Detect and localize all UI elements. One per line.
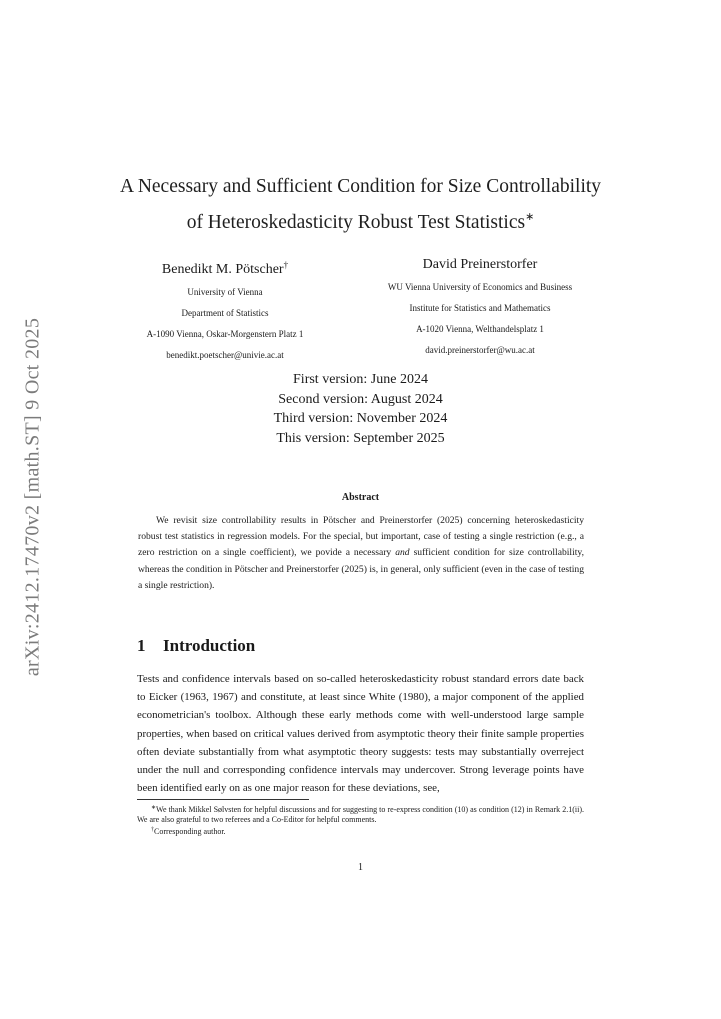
author-2-email[interactable]: david.preinerstorfer@wu.ac.at bbox=[425, 345, 535, 355]
abstract-text bbox=[138, 513, 584, 594]
title-line-2-text: of Heteroskedasticity Robust Test Statistics bbox=[186, 212, 526, 233]
section-title: Introduction bbox=[163, 636, 256, 655]
abstract-text-part-1: We revisit size controllability results in Pötscher and Preinerstorfer (2025) concerning heteroskedasticity robust test statistics in regression models. For the special, but important, case of testing a single restriction (e.g., a zero restriction on a single coefficient), we povide a necessary bbox=[138, 515, 584, 559]
version-history bbox=[0, 370, 721, 448]
footnote-1 bbox=[137, 803, 584, 825]
title-line-1: A Necessary and Sufficient Condition for Size Controllability bbox=[119, 176, 602, 197]
author-2-university: WU Vienna University of Economics and Business bbox=[387, 282, 573, 292]
author-block-1 bbox=[100, 257, 350, 366]
footnote-1-mark: ∗ bbox=[151, 805, 157, 811]
abstract-heading: Abstract bbox=[341, 492, 380, 503]
section-heading bbox=[137, 636, 255, 656]
footnotes bbox=[137, 803, 584, 837]
author-2-address: A-1020 Vienna, Welthandelsplatz 1 bbox=[416, 324, 544, 334]
author-2-department: Institute for Statistics and Mathematics bbox=[409, 303, 551, 313]
version-line-4: This version: September 2025 bbox=[276, 430, 445, 446]
version-line-2: Second version: August 2024 bbox=[278, 391, 443, 407]
author-name-1 bbox=[100, 257, 350, 278]
introduction-paragraph: Tests and confidence intervals based on so-called heteroskedasticity robust standard errors date back to Eicker (1963, 1967) and constitute, at least since White (1980), a major component of the applied econometrician's toolbox. Although these early methods come with well-understood large sample properties, when based on critical values derived from asymptotic theory their finite sample properties often deviate substantially from what asymptotic theory suggests: tests may substantially overreject under the null and corresponding confidence intervals may undercover. Strong leverage points have been identified early on as one major reason for these deviations, see, bbox=[137, 673, 584, 795]
footnote-divider bbox=[137, 799, 309, 800]
footnote-2-text: Corresponding author. bbox=[154, 827, 226, 836]
author-1-address: A-1090 Vienna, Oskar-Morgenstern Platz 1 bbox=[146, 329, 304, 339]
footnote-2-mark: † bbox=[151, 827, 154, 833]
author-1-department: Department of Statistics bbox=[181, 308, 269, 318]
version-line-1: First version: June 2024 bbox=[293, 372, 428, 387]
title-footnote-mark: ∗ bbox=[525, 211, 535, 223]
author-name-2: David Preinerstorfer bbox=[422, 257, 538, 272]
section-number: 1 bbox=[137, 636, 146, 655]
title-line-2 bbox=[0, 202, 721, 238]
author-name-1-text: Benedikt M. Pötscher bbox=[161, 262, 284, 277]
footnote-1-text: We thank Mikkel Sølvsten for helpful discussions and for suggesting to re-express condition (10) as condition (12) in Remark 2.1(ii). We are also grateful to two referees and a Co-Editor for helpful comments. bbox=[137, 805, 584, 824]
abstract-text-part-2: sufficient condition for size controllability, whereas the condition in Pötscher and Preinerstorfer (2025) is, in general, only sufficient (even in the case of testing a single restriction). bbox=[138, 547, 584, 591]
author-1-university: University of Vienna bbox=[187, 287, 263, 297]
footnote-2 bbox=[137, 825, 584, 837]
author-block-2 bbox=[330, 257, 630, 361]
paper-title bbox=[0, 172, 721, 238]
version-line-3: Third version: November 2024 bbox=[273, 411, 448, 426]
author-1-email[interactable]: benedikt.poetscher@univie.ac.at bbox=[166, 350, 284, 360]
abstract-emphasis: and bbox=[395, 547, 410, 559]
arxiv-identifier-stamp: arXiv:2412.17470v2 [math.ST] 9 Oct 2025 bbox=[21, 317, 44, 677]
author-1-footnote-mark: † bbox=[283, 260, 289, 270]
page-number: 1 bbox=[358, 862, 363, 873]
